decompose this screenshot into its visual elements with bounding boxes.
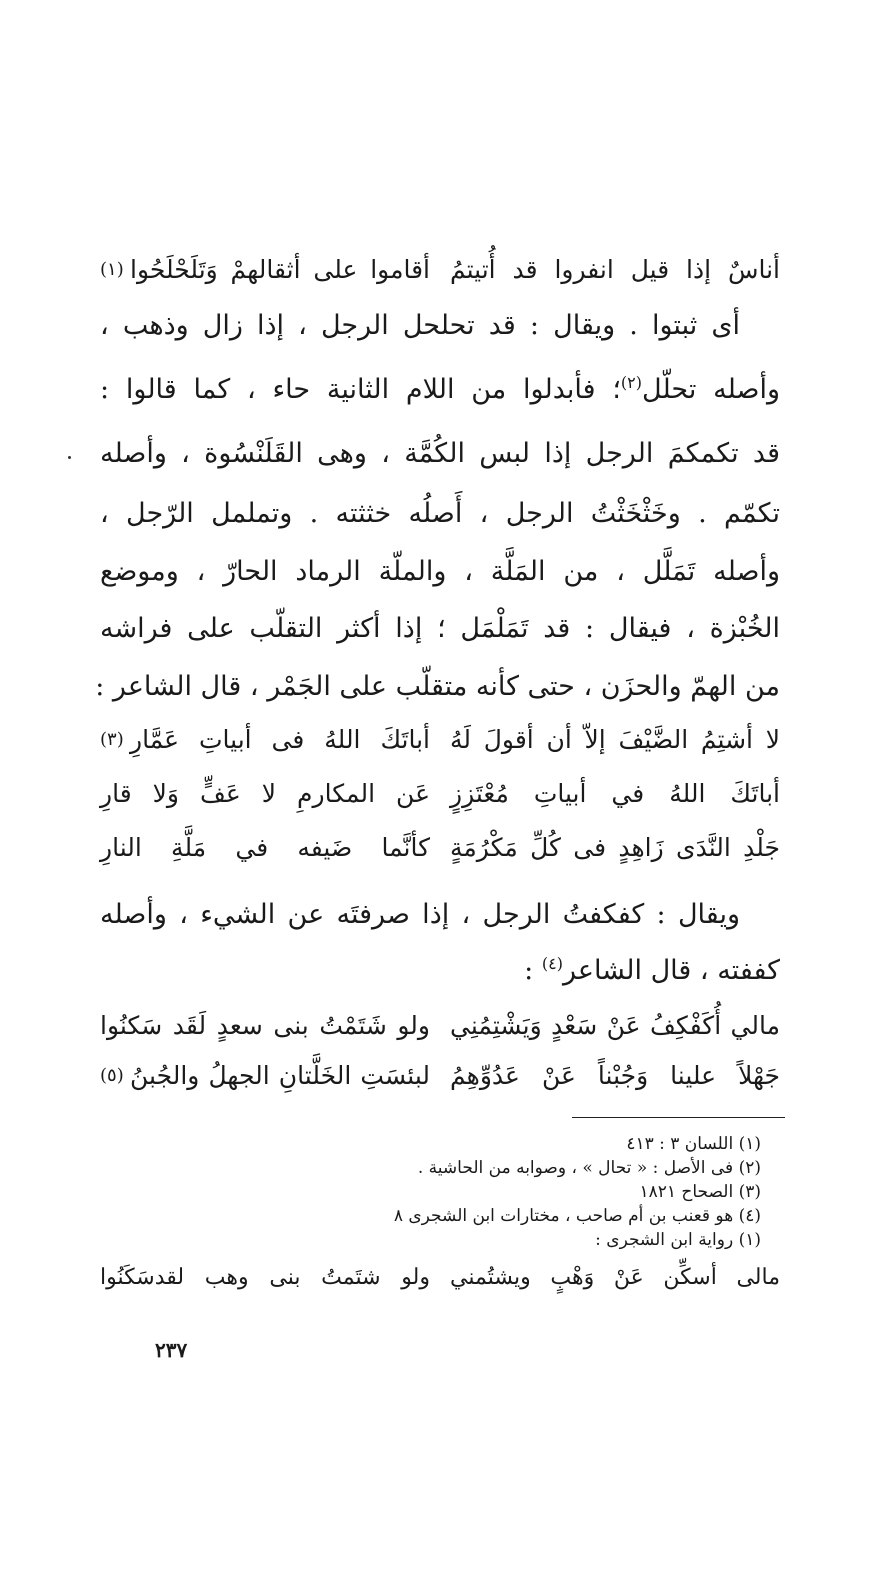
verse-first-hemistich: مالى أسكِّن عَنْ وَهْبٍ ويشتُمني [450, 1265, 780, 1290]
verse-second-hemistich: أباتَكَ اللهُ فى أبياتِ عَمَّارِ [130, 725, 430, 754]
verse-line [100, 250, 780, 290]
verse-first-hemistich: جَلْدِ النَّدَى زَاهِدٍ فى كُلِّ مَكْرُمَةٍ [450, 833, 780, 862]
prose-line: ويقال : كفكفتُ الرجل ، إذا صرفتَه عن الشيء ، وأصله [100, 899, 740, 930]
footnote-ref: (٤) [541, 954, 563, 973]
verse-first-hemistich: مالي أُكَفْكِفُ عَنْ سَعْدٍ وَيَشْتِمُنِي [450, 1011, 780, 1040]
prose-segment: ؛ فأبدلوا من اللام الثانية حاء ، كما قالوا : [100, 374, 621, 405]
verse-second-hemistich: ولو شَتَمْتُ بنى سعدٍ لَقَد سَكنُوا [100, 1011, 430, 1040]
footnote: (١) رواية ابن الشجرى : [595, 1230, 761, 1250]
verse-second-hemistich: كأنَّما ضَيفه في مَلَّةِ النارِ [100, 833, 430, 862]
verse-first-hemistich: أناسٌ إذا قيل انفروا قد أُتيتمُ [450, 255, 780, 284]
footnote-ref: (٣) [100, 729, 124, 750]
prose-line [100, 370, 780, 410]
verse-first-hemistich: جَهْلاً علينا وَجُبْناً عَنْ عَدُوِّهِمُ [450, 1061, 780, 1090]
footnote-rule [572, 1117, 785, 1118]
verse-line [100, 828, 780, 868]
prose-segment: كففته ، قال الشاعر [562, 955, 780, 986]
prose-line [100, 951, 780, 991]
prose-colon: : [524, 955, 542, 986]
prose-line: وأصله تَمَلَّل ، من المَلَّة ، والملّة الرماد الحارّ ، وموضع [100, 556, 780, 587]
verse-second-hemistich: عَن المكارمِ لا عَفٍّ وَلا قارِ [100, 779, 430, 808]
verse-first-hemistich: أباتَكَ اللهُ في أبياتِ مُعْتَزِزٍ [450, 779, 780, 808]
footnote-ref: (٢) [620, 373, 642, 392]
prose-line: قد تكمكمَ الرجل إذا لبس الكُمَّة ، وهى القَلَنْسُوة ، وأصله [100, 438, 780, 469]
verse-first-hemistich: لا أشتِمُ الضَّيْفَ إلاّ أن أقولَ لَهُ [450, 725, 780, 754]
verse-second-hemistich: لبئسَتِ الخَلَّتانِ الجهلُ والجُبنُ [130, 1061, 430, 1090]
verse-line [100, 774, 780, 814]
footnote: (٤) هو قعنب بن أم صاحب ، مختارات ابن الشجرى ٨ [393, 1206, 761, 1226]
prose-line: من الهمّ والحزَن ، حتى كأنه متقلّب على الجَمْر ، قال الشاعر : [95, 671, 780, 702]
page-number: ٢٣٧ [155, 1338, 188, 1362]
verse-line [100, 1006, 780, 1046]
scan-speck [68, 456, 71, 459]
footnote: (٢) فى الأصل : « تحال » ، وصوابه من الحاشية . [417, 1158, 761, 1178]
prose-segment: وأصله تحلّل [642, 374, 780, 405]
verse-second-hemistich: أقاموا على أثقالهمْ وَتَلَحْلَحُوا [130, 255, 430, 284]
verse-line [100, 1056, 780, 1096]
footnote: (٣) الصحاح ١٨٢١ [639, 1182, 761, 1202]
verse-second-hemistich: ولو شتَمتُ بنى وهب لقدسَكَنُوا [100, 1265, 430, 1290]
footnote: (١) اللسان ٣ : ٤١٣ [626, 1134, 761, 1154]
footnote-ref: (٥) [100, 1065, 124, 1086]
prose-line: تكمّم . وخَثْخَثْتُ الرجل ، أَصلُه خثثته . وتململ الرّجل ، [100, 498, 780, 529]
footnote-ref: (١) [100, 259, 124, 280]
prose-line: الخُبْزة ، فيقال : قد تَمَلْمَل ؛ إذا أكثر التقلّب على فراشه [100, 613, 780, 644]
verse-line [100, 720, 780, 760]
footnote-verse [100, 1258, 780, 1298]
prose-line: أى ثبتوا . ويقال : قد تحلحل الرجل ، إذا زال وذهب ، [100, 310, 740, 341]
